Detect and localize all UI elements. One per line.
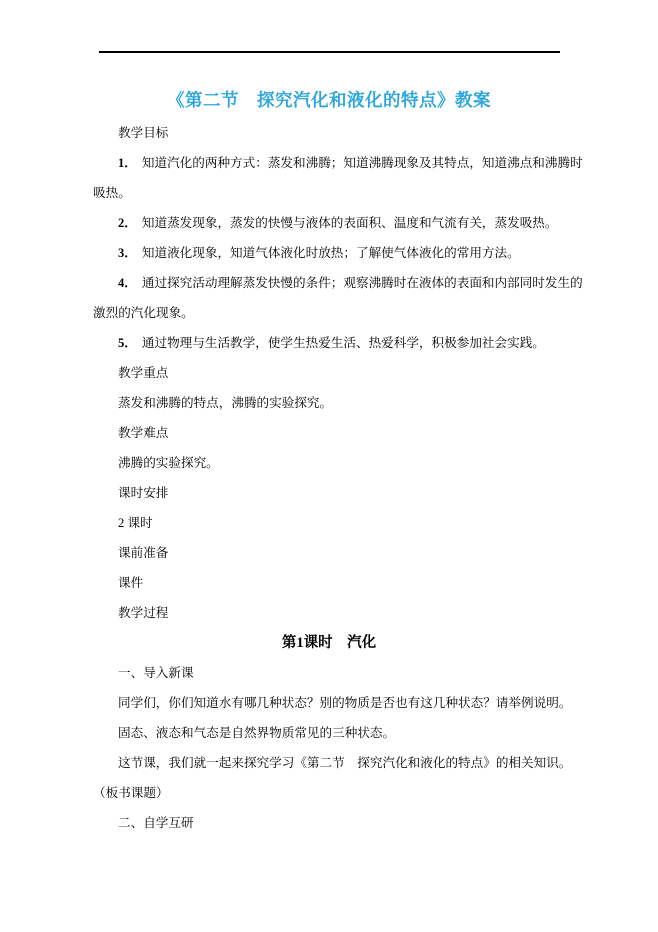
objective-text: 知道液化现象，知道气体液化时放热；了解使气体液化的常用方法。 xyxy=(141,246,520,260)
objective-item-1 xyxy=(93,148,583,178)
objective-text: 知道蒸发现象，蒸发的快慢与液体的表面积、温度和气流有关，蒸发吸热。 xyxy=(141,216,558,230)
paragraph-line-continued: （板书课题） xyxy=(93,786,169,800)
objective-text: 通过探究活动理解蒸发快慢的条件；观察沸腾时在液体的表面和内部同时发生的 xyxy=(141,276,583,290)
paragraph-line: 同学们，你们知道水有哪几种状态？别的物质是否也有这几种状态？请举例说明。 xyxy=(118,696,572,710)
objective-item-3 xyxy=(93,238,565,268)
objective-item-4-continued: 激烈的汽化现象。 xyxy=(93,306,194,320)
objective-item-4 xyxy=(93,268,583,298)
document-body xyxy=(93,118,583,838)
key-points-text: 蒸发和沸腾的特点，沸腾的实验探究。 xyxy=(118,396,333,410)
list-number: 2． xyxy=(118,216,137,230)
section-heading-difficulties: 教学难点 xyxy=(118,426,169,440)
subsection-heading-intro: 一、导入新课 xyxy=(118,666,194,680)
schedule-text: 2 课时 xyxy=(118,516,153,530)
objective-item-2 xyxy=(93,208,565,238)
document-title: 《第二节 探究汽化和液化的特点》教案 xyxy=(167,90,491,110)
subsection-heading-selfstudy: 二、自学互研 xyxy=(118,816,194,830)
difficulties-text: 沸腾的实验探究。 xyxy=(118,456,219,470)
list-number: 3． xyxy=(118,246,137,260)
objective-item-5 xyxy=(93,328,565,358)
section-heading-process: 教学过程 xyxy=(118,606,169,620)
section-heading-key-points: 教学重点 xyxy=(118,366,169,380)
objective-text: 知道汽化的两种方式：蒸发和沸腾；知道沸腾现象及其特点，知道沸点和沸腾时 xyxy=(141,156,583,170)
section-heading-preparation: 课前准备 xyxy=(118,546,169,560)
list-number: 1． xyxy=(118,156,137,170)
lesson-heading: 第1课时 汽化 xyxy=(281,635,377,651)
paragraph-line: 固态、液态和气态是自然界物质常见的三种状态。 xyxy=(118,726,396,740)
objective-item-1-continued: 吸热。 xyxy=(93,186,131,200)
section-heading-objectives: 教学目标 xyxy=(118,126,169,140)
preparation-text: 课件 xyxy=(118,576,144,590)
objective-text: 通过物理与生活教学，使学生热爱生活、热爱科学，积极参加社会实践。 xyxy=(141,336,545,350)
section-heading-schedule: 课时安排 xyxy=(118,486,169,500)
paragraph-line: 这节课，我们就一起来探究学习《第二节 探究汽化和液化的特点》的相关知识。 xyxy=(118,756,572,770)
header-rule xyxy=(99,51,560,53)
list-number: 5． xyxy=(118,336,137,350)
list-number: 4． xyxy=(118,276,137,290)
